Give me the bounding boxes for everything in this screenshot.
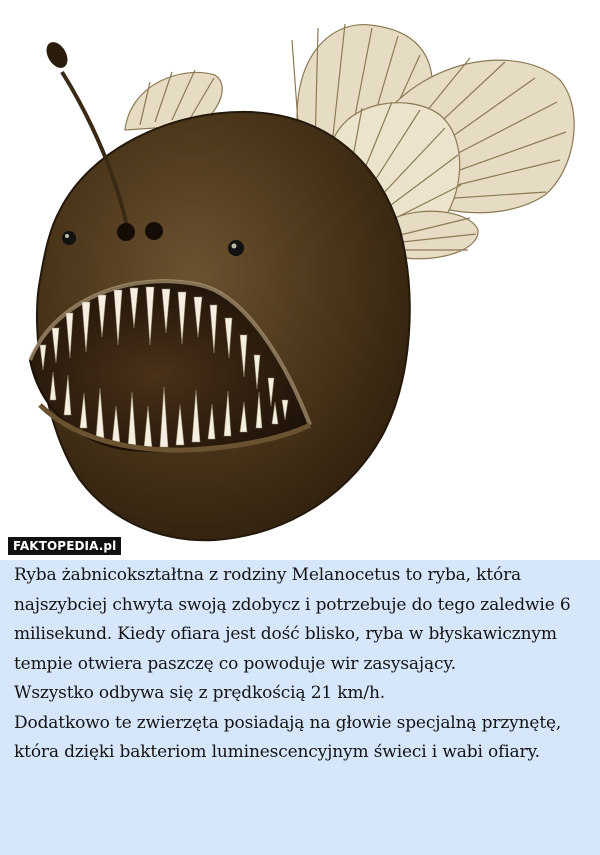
eye-right bbox=[228, 240, 244, 256]
nostril-left bbox=[117, 223, 135, 241]
lure-bulb bbox=[42, 38, 72, 71]
caption-paragraph: Wszystko odbywa się z prędkością 21 km/h. bbox=[14, 683, 386, 703]
caption-paragraph: Dodatkowo te zwierzęta posiadają na głowie specjalną przynętę, która dzięki bakteriom luminescencyjnym świeci i wabi ofiary. bbox=[14, 712, 562, 762]
eye-left bbox=[62, 231, 76, 245]
caption-paragraph: Ryba żabnicokształtna z rodziny Melanocetus to ryba, która najszybciej chwyta swoją zdobycz i potrzebuje do tego zaledwie 6 milisekund. Kiedy ofiara jest dość blisko, ryba w błyskawicznym tempie otwiera paszczę co powoduje wir zasysający. bbox=[14, 565, 571, 674]
nostril-right bbox=[145, 222, 163, 240]
caption-box bbox=[0, 560, 600, 855]
watermark-label: FAKTOPEDIA.pl bbox=[8, 537, 121, 555]
